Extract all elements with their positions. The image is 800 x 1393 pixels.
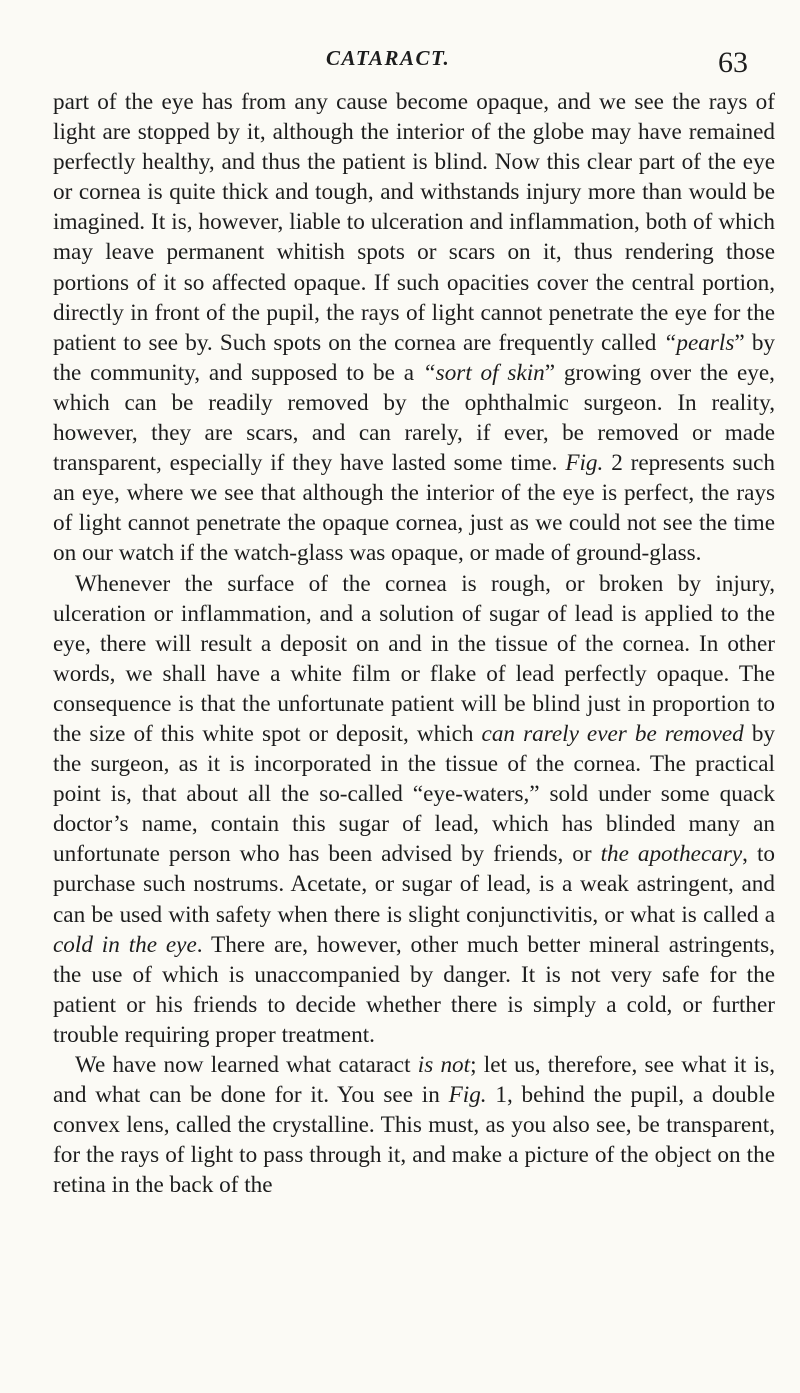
- italic-segment: the apothecary: [600, 841, 743, 868]
- running-title: CATARACT.: [326, 46, 451, 70]
- italic-segment: Fig.: [448, 1082, 487, 1109]
- text-segment: ” growing over the eye, which can be readily removed by the ophthalmic surgeon. In reality, however, they are scars, and can rarely, if ever, be removed or made transparent, especially if they have lasted some time.: [53, 359, 775, 477]
- text-segment: 1, behind the pupil, a double convex lens, called the crystalline. This must, as you also see, be transparent, for the rays of light to pass through it, and make a picture of the object on the retina in the back of the: [53, 1082, 775, 1199]
- body-text: [53, 87, 775, 1200]
- italic-segment: can rarely ever be removed: [481, 720, 744, 747]
- paragraph-cataract: [53, 1050, 775, 1200]
- page-number: 63: [718, 46, 748, 79]
- paragraph-sugar-of-lead: [53, 569, 775, 1051]
- text-segment: We have now learned what cataract: [75, 1052, 418, 1078]
- italic-segment: is not: [417, 1052, 471, 1078]
- running-head: [0, 18, 800, 78]
- text-segment: 2 represents such an eye, where we see that although the interior of the eye is perfect, the rays of light cannot penetrate the opaque cornea, just as we could not see the time on our watch if the watch-glass was opaque, or made of ground-glass.: [53, 450, 776, 567]
- paragraph-pearls: [53, 87, 775, 569]
- text-segment: ; let us, therefore, see what it is, and what can be done for it. You see in: [53, 1052, 775, 1109]
- text-segment: ” by the community, and supposed to be a: [53, 329, 776, 386]
- italic-segment: cold in the eye: [53, 931, 197, 958]
- text-segment: , to purchase such nostrums. Acetate, or sugar of lead, is a weak astringent, and can be used with safety when there is slight conjunctivitis, or what is called a: [53, 841, 775, 928]
- text-segment: by the surgeon, as it is incorporated in the tissue of the cornea. The practical point is, that about all the so-called “eye-waters,” sold under some quack doctor’s name, contain this sugar of lead, which has blinded many an unfortunate person who has been advised by friends, or: [53, 720, 776, 868]
- text-segment: part of the eye has from any cause become opaque, and we see the rays of light are stopped by it, although the interior of the globe may have remained perfectly healthy, and thus the patient is blind. Now this clear part of the eye or cornea is quite thick and tough, and withstands injury more than would be imagined. It is, however, liable to ulceration and inflammation, both of which may leave permanent whitish spots or scars on it, thus rendering those portions of it so affected opaque. If such opacities cover the central portion, directly in front of the pupil, the rays of light cannot penetrate the eye for the patient to see by. Such spots on the cornea are frequently called: [53, 89, 775, 356]
- italic-segment: “pearls: [663, 329, 735, 356]
- text-segment: . There are, however, other much better mineral astringents, the use of which is unaccompanied by danger. It is not very safe for the patient or his friends to decide whether there is simply a cold, or further trouble requiring proper treatment.: [53, 931, 775, 1048]
- italic-segment: “sort of skin: [422, 359, 545, 386]
- text-segment: Whenever the surface of the cornea is rough, or broken by injury, ulceration or inflammation, and a solution of sugar of lead is applied to the eye, there will result a deposit on and in the tissue of the cornea. In other words, we shall have a white film or flake of lead perfectly opaque. The consequence is that the unfortunate patient will be blind just in proportion to the size of this white spot or deposit, which: [53, 570, 775, 747]
- italic-segment: Fig.: [565, 450, 604, 477]
